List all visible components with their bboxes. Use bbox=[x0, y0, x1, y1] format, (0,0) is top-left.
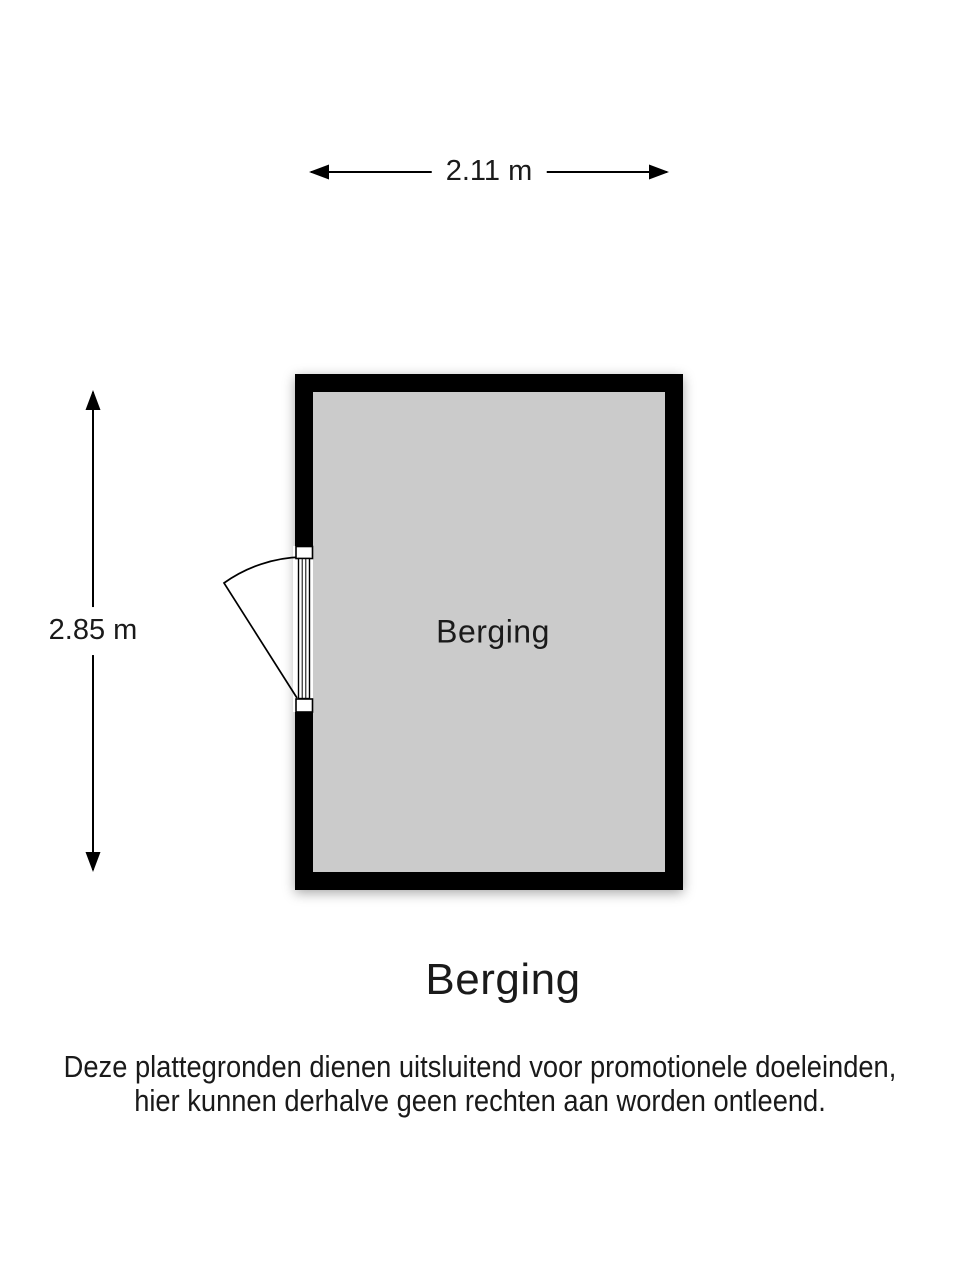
height-dimension-label: 2.85 m bbox=[43, 607, 144, 655]
door-jamb-top bbox=[296, 547, 313, 559]
disclaimer-line-1: Deze plattegronden dienen uitsluitend voor promotionele doeleinden, bbox=[63, 1049, 897, 1084]
door-swing-arc bbox=[224, 557, 302, 698]
plan-title: Berging bbox=[425, 955, 581, 1004]
door-panel bbox=[299, 559, 310, 699]
door-jamb-bottom bbox=[296, 699, 313, 712]
width-dimension-label: 2.11 m bbox=[432, 156, 547, 188]
disclaimer-line-2: hier kunnen derhalve geen rechten aan worden ontleend. bbox=[134, 1083, 826, 1118]
room-name-label: Berging bbox=[436, 613, 550, 650]
